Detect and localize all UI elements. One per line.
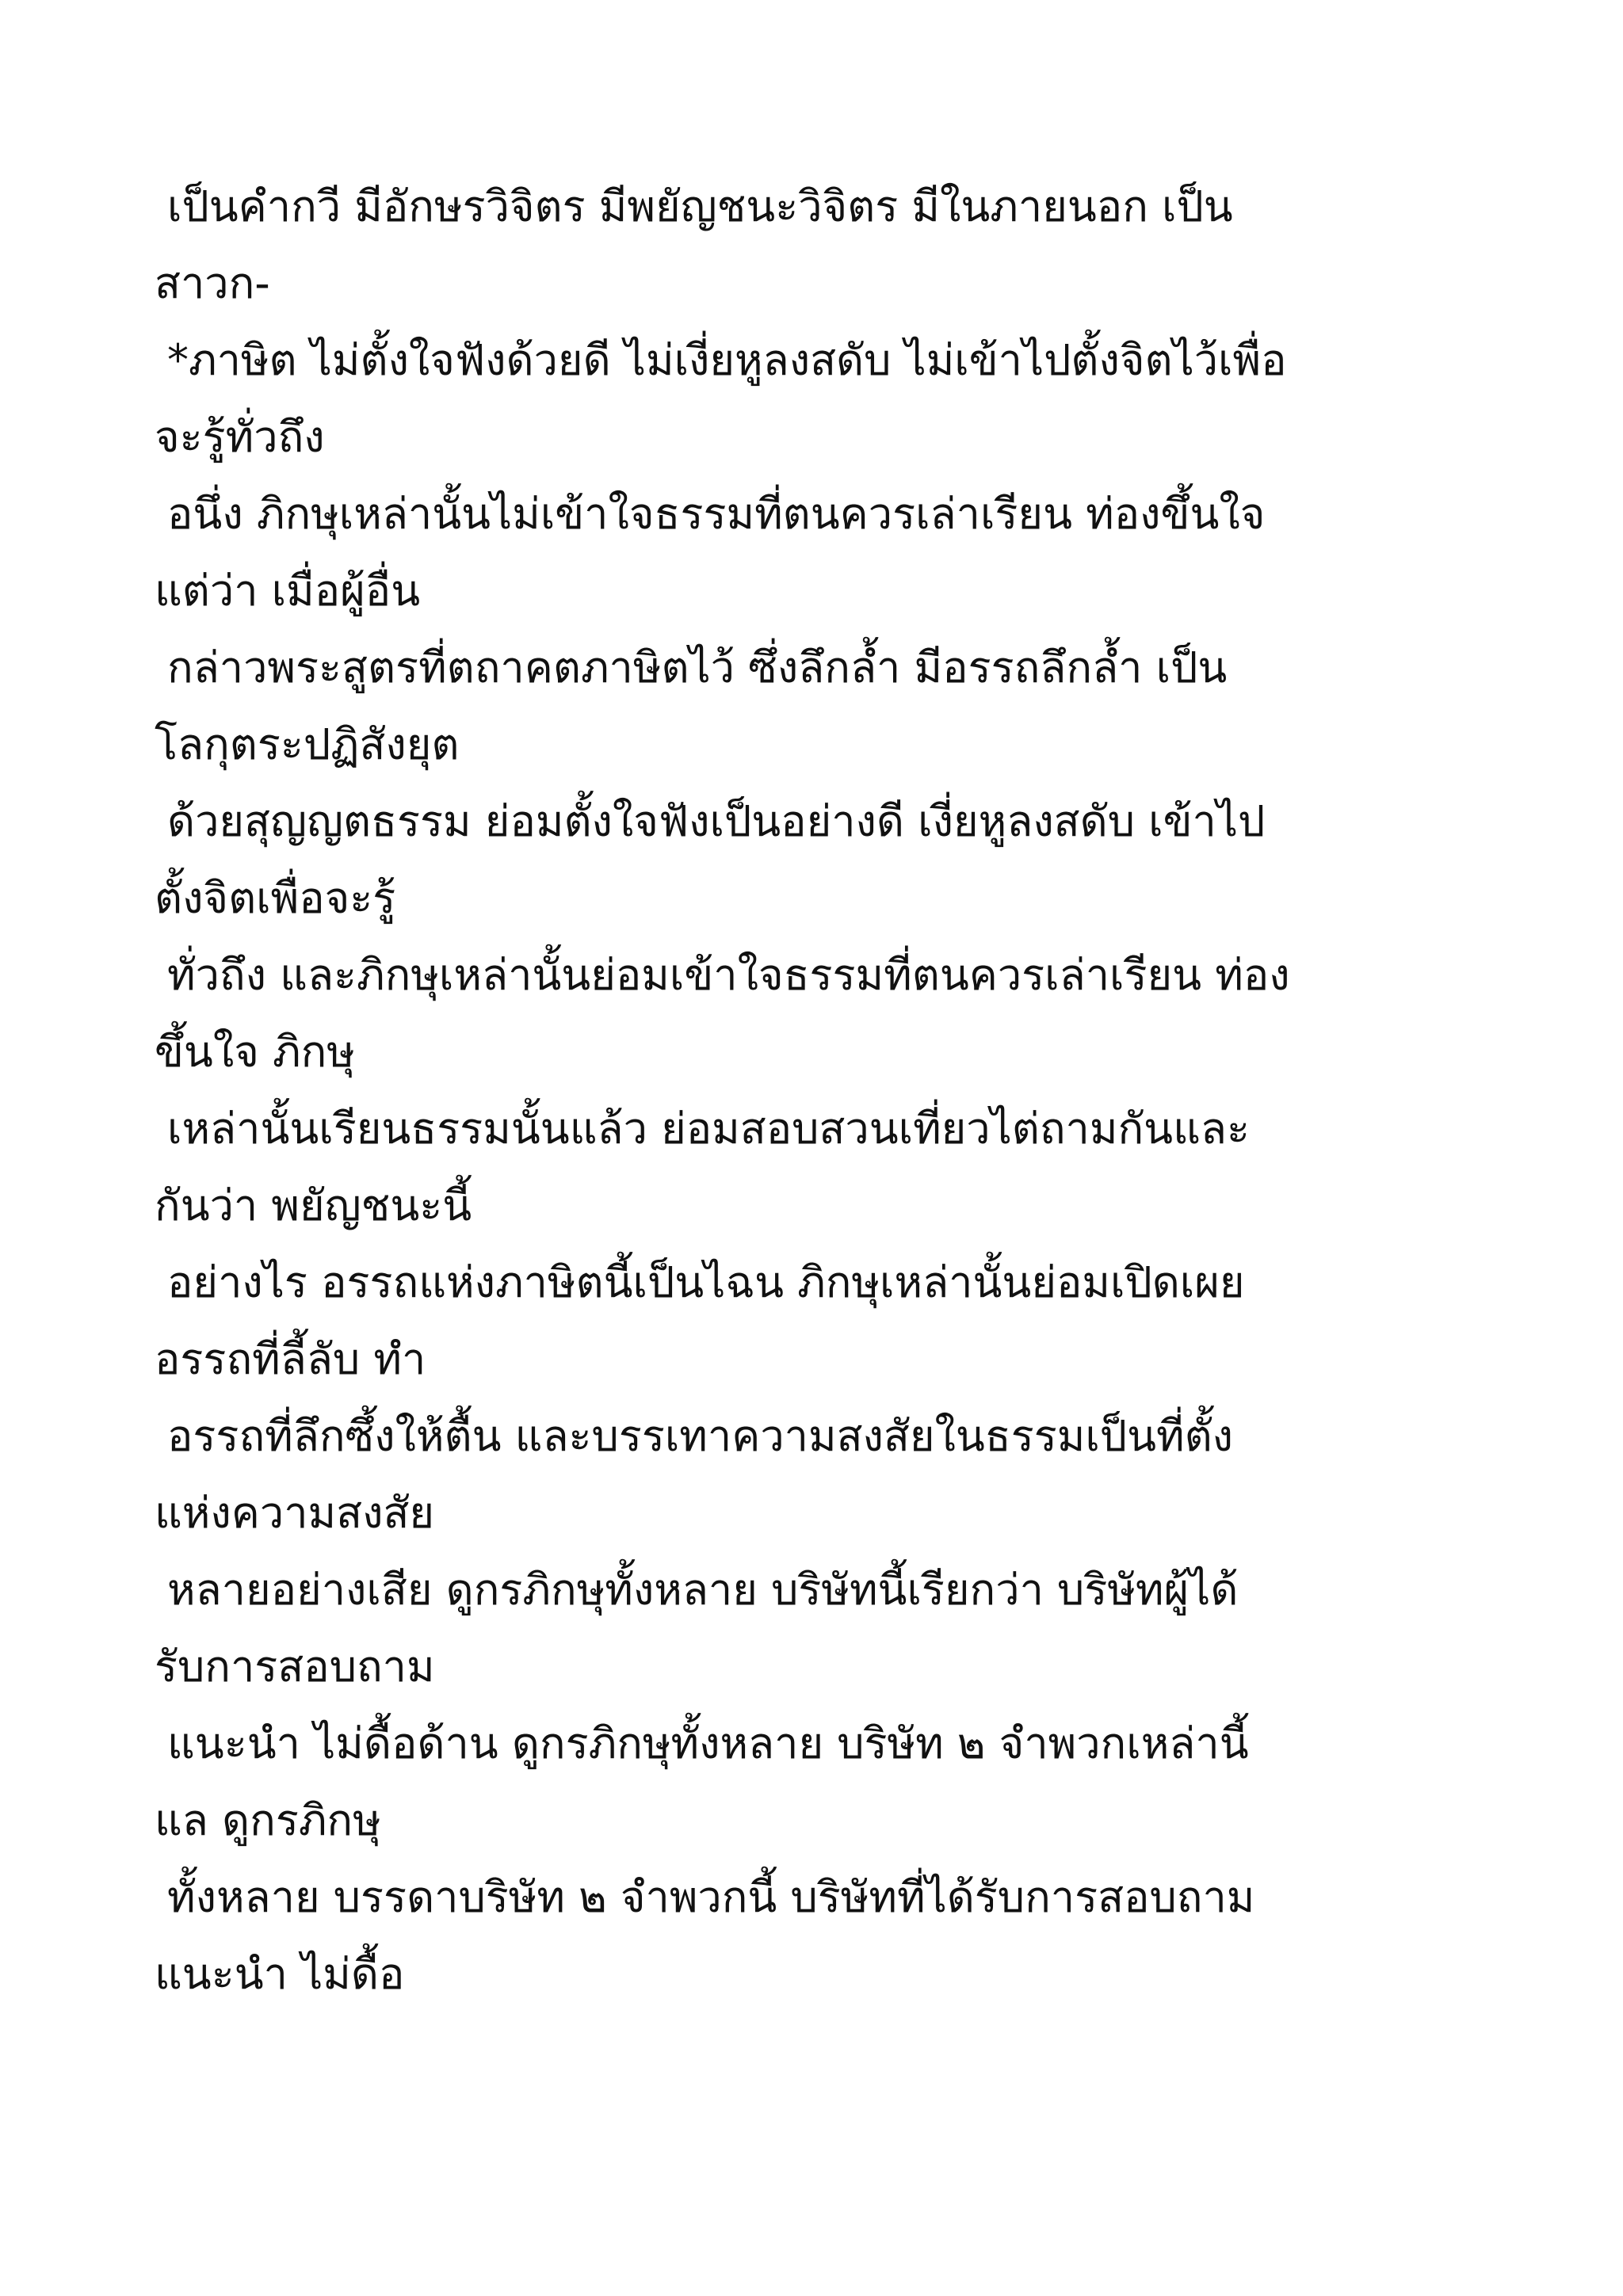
text-line: อรรถที่ลี้ลับ ทำ xyxy=(155,1334,426,1384)
text-line: รับการสอบถาม xyxy=(155,1642,435,1691)
document-text xyxy=(155,168,1486,2012)
text-line: ทั้งหลาย บรรดาบริษัท ๒ จำพวกนี้ บริษัทที่ได้รับการสอบถาม xyxy=(167,1872,1255,1922)
text-line: แนะนำ ไม่ดื้อ xyxy=(155,1949,405,1999)
text-line: จะรู้ทั่วถึง xyxy=(155,412,325,462)
text-line: โลกุตระปฏิสังยุต xyxy=(155,719,460,769)
text-line: อนึ่ง ภิกษุเหล่านั้นไม่เข้าใจธรรมที่ตนควรเล่าเรียน ท่องขึ้นใจ xyxy=(167,489,1266,539)
text-line: อรรถที่ลึกซึ้งให้ตื้น และบรรเทาความสงสัยในธรรมเป็นที่ตั้ง xyxy=(167,1411,1234,1461)
text-line: แต่ว่า เมื่อผู้อื่น xyxy=(155,566,421,616)
text-line: เหล่านั้นเรียนธรรมนั้นแล้ว ย่อมสอบสวนเที่ยวไต่ถามกันและ xyxy=(167,1104,1250,1154)
text-line: อย่างไร อรรถแห่งภาษิตนี้เป็นไฉน ภิกษุเหล่านั้นย่อมเปิดเผย xyxy=(167,1257,1245,1307)
text-line: ด้วยสุญญตธรรม ย่อมตั้งใจฟังเป็นอย่างดี เงี่ยหูลงสดับ เข้าไป xyxy=(167,796,1266,846)
text-line: กล่าวพระสูตรที่ตถาคตภาษิตไว้ ซึ่งลึกล้ำ มีอรรถลึกล้ำ เป็น xyxy=(167,643,1228,692)
text-line: แห่งความสงสัย xyxy=(155,1488,435,1538)
text-line: เป็นคำกวี มีอักษรวิจิตร มีพยัญชนะวิจิตร มีในภายนอก เป็น xyxy=(167,181,1233,231)
text-line: ขึ้นใจ ภิกษุ xyxy=(155,1027,355,1077)
text-line: กันว่า พยัญชนะนี้ xyxy=(155,1180,472,1230)
text-line: แนะนำ ไม่ดื้อด้าน ดูกรภิกษุทั้งหลาย บริษัท ๒ จำพวกเหล่านี้ xyxy=(167,1718,1249,1768)
text-line: *ภาษิต ไม่ตั้งใจฟังด้วยดี ไม่เงี่ยหูลงสดับ ไม่เข้าไปตั้งจิตไว้เพื่อ xyxy=(167,335,1287,385)
text-line: สาวก- xyxy=(155,258,270,308)
text-line: หลายอย่างเสีย ดูกรภิกษุทั้งหลาย บริษัทนี้เรียกว่า บริษัทผู้ได้ xyxy=(167,1565,1239,1615)
text-line: ตั้งจิตเพื่อจะรู้ xyxy=(155,873,396,923)
text-line: แล ดูกรภิกษุ xyxy=(155,1795,381,1845)
text-line: ทั่วถึง และภิกษุเหล่านั้นย่อมเข้าใจธรรมที่ตนควรเล่าเรียน ท่อง xyxy=(167,950,1290,1000)
